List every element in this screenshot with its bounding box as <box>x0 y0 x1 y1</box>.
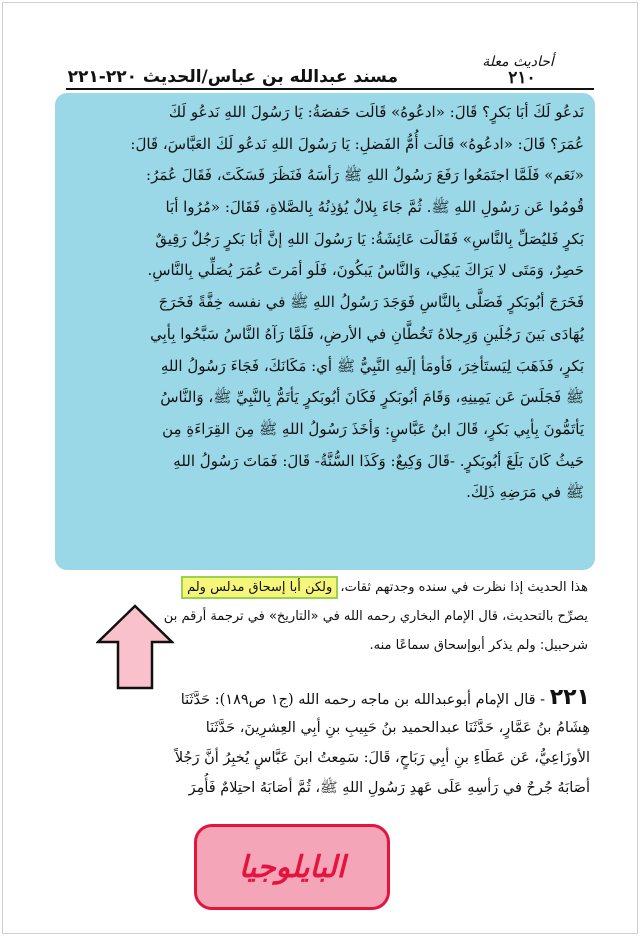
hadith-number: ٢٢١ <box>549 685 590 710</box>
hadith-220-line: عُمَرَ؟ قَالَ: «ادعُوهُ» قَالَت أُمُّ الفَضلِ: يَا رَسُولَ اللهِ نَدعُو لَكَ العَبَّاسَ، قَالَ: <box>130 134 584 153</box>
hadith-220-line: فَخَرَجَ أبُوبَكرٍ فَصَلَّى بِالنَّاسِ فَوَجَدَ رَسُولُ اللهِ ﷺ في نفسه خِفَّةً فَخَرَجَ <box>158 293 584 312</box>
commentary-line-3: شرحبيل: ولم يذكر أبوإسحاق سماعًا منه. <box>369 638 588 653</box>
hadith-220-line: بَكرٍ، فَذَهَبَ لِيَستَأخِرَ، فَأومَأ إلَيهِ النَّبِيُّ ﷺ أي: مَكَانَكَ، فَجَاءَ رَسُولُ اللهِ <box>160 356 584 375</box>
commentary-text: هذا الحديث إذا نظرت في سنده وجدتهم ثقات، <box>340 580 588 595</box>
commentary-line-2: يصرِّح بالتحديث، قال الإمام البخاري رحمه الله في «التاريخ» في ترجمة أرقم بن <box>163 609 588 624</box>
hadith-220-line: ﷺ في مَرَضِهِ ذَلِكَ. <box>466 483 584 502</box>
highlighted-phrase: ولكن أبا إسحاق مدلس ولم <box>183 578 336 597</box>
commentary-line-1 <box>68 573 588 602</box>
hadith-221-line: الأوزَاعِيُّ، عَن عَطَاءِ بنِ أبِي رَبَاحٍ، قَالَ: سَمِعتُ ابنَ عَبَّاسٍ يُخبِرُ أنَّ رَجُلاً <box>174 750 590 766</box>
hadith-220-line: حَيثُ كَانَ بَلَغَ أبُوبَكرٍ. -قَالَ وَكِيعٌ: وَكَذَا السُّنَّةُ- قَالَ: فَمَاتَ رَسُولُ اللهِ <box>173 451 584 470</box>
hadith-220-line: حَصِرٌ، وَمَتَى لا يَرَاكَ يَبكِي، وَالنَّاسُ يَبكُونَ، فَلَو أمَرتَ عُمَرَ يُصَلِّي بِالنَّاسِ. <box>147 261 584 280</box>
logo-badge <box>194 824 390 910</box>
hadith-220-text <box>68 97 584 509</box>
hadith-220-line: يَأتَمُّونَ بِأبِي بَكرٍ، قَالَ ابنُ عَبَّاسٍ: وَأخَذَ رَسُولُ اللهِ ﷺ مِنَ القِرَاءَةِ مِن <box>162 419 584 438</box>
running-title: مسند عبدالله بن عباس/الحديث ٢٢٠-٢٢١ <box>67 67 398 87</box>
hadith-221 <box>60 683 590 803</box>
hadith-220-line: نَدعُو لَكَ أبَا بَكرٍ؟ قَالَ: «ادعُوهُ» قَالَت حَفصَةُ: يَا رَسُولَ اللهِ نَدعُو لَكَ <box>168 103 584 121</box>
hadith-221-intro: - قال الإمام أبوعبدالله بن ماجه رحمه الله (ج١ ص١٨٩): حَدَّثَنَا <box>180 692 546 708</box>
badge-label: البايلوجيا <box>238 849 346 885</box>
hadith-220-line: يُهَادَى بَينَ رَجُلَينِ وَرِجلاهُ تَخُطَّانِ في الأرضِ، فَلَمَّا رَآهُ النَّاسُ سَبَّحُوا بِأبِي <box>150 324 584 343</box>
hadith-221-line: أصَابَهُ جُرحٌ في رَأسِهِ عَلَى عَهدِ رَسُولِ اللهِ ﷺ، ثُمَّ أصَابَهُ احتِلامٌ فَأُمِرَ <box>188 780 590 796</box>
page-number: ٢١٠ <box>508 68 536 88</box>
hadith-220-line: «نَعَم» فَلَمَّا اجتَمَعُوا رَفَعَ رَسُولُ اللهِ ﷺ رَأسَهُ فَنَظَرَ فَسَكَتَ، فَقَالَ عُمَرُ: <box>146 166 584 185</box>
hadith-220-line: بَكرٍ فَليُصَلِّ بِالنَّاسِ» فَقَالَت عَائِشَةُ: يَا رَسُولَ اللهِ إنَّ أبَا بَكرٍ رَجُلٌ رَقِيقٌ <box>155 229 584 248</box>
hadith-220-line: ﷺ فَجَلَسَ عَن يَمِينِهِ، وَقَامَ أبُوبَكرٍ فَكَانَ أبُوبَكرٍ يَأتَمُّ بِالنَّبِيِّ ﷺ، وَالنَّاسُ <box>160 388 584 407</box>
up-arrow-icon <box>96 604 174 690</box>
hadith-220-line: قُومُوا عَن رَسُولِ اللهِ ﷺ. ثُمَّ جَاءَ بِلالٌ يُؤذِنُهُ بِالصَّلاةِ، فَقَالَ: «مُرُوا أبَا <box>165 198 584 217</box>
hadith-221-line: هِشَامُ بنُ عَمَّارٍ، حَدَّثَنَا عبدالحميد بنُ حَبِيبِ بنِ أبِي العِشرِينَ، حَدَّثَنَا <box>205 720 590 736</box>
header-rule <box>66 88 594 90</box>
header-note: أحاديث معلة <box>482 54 554 70</box>
